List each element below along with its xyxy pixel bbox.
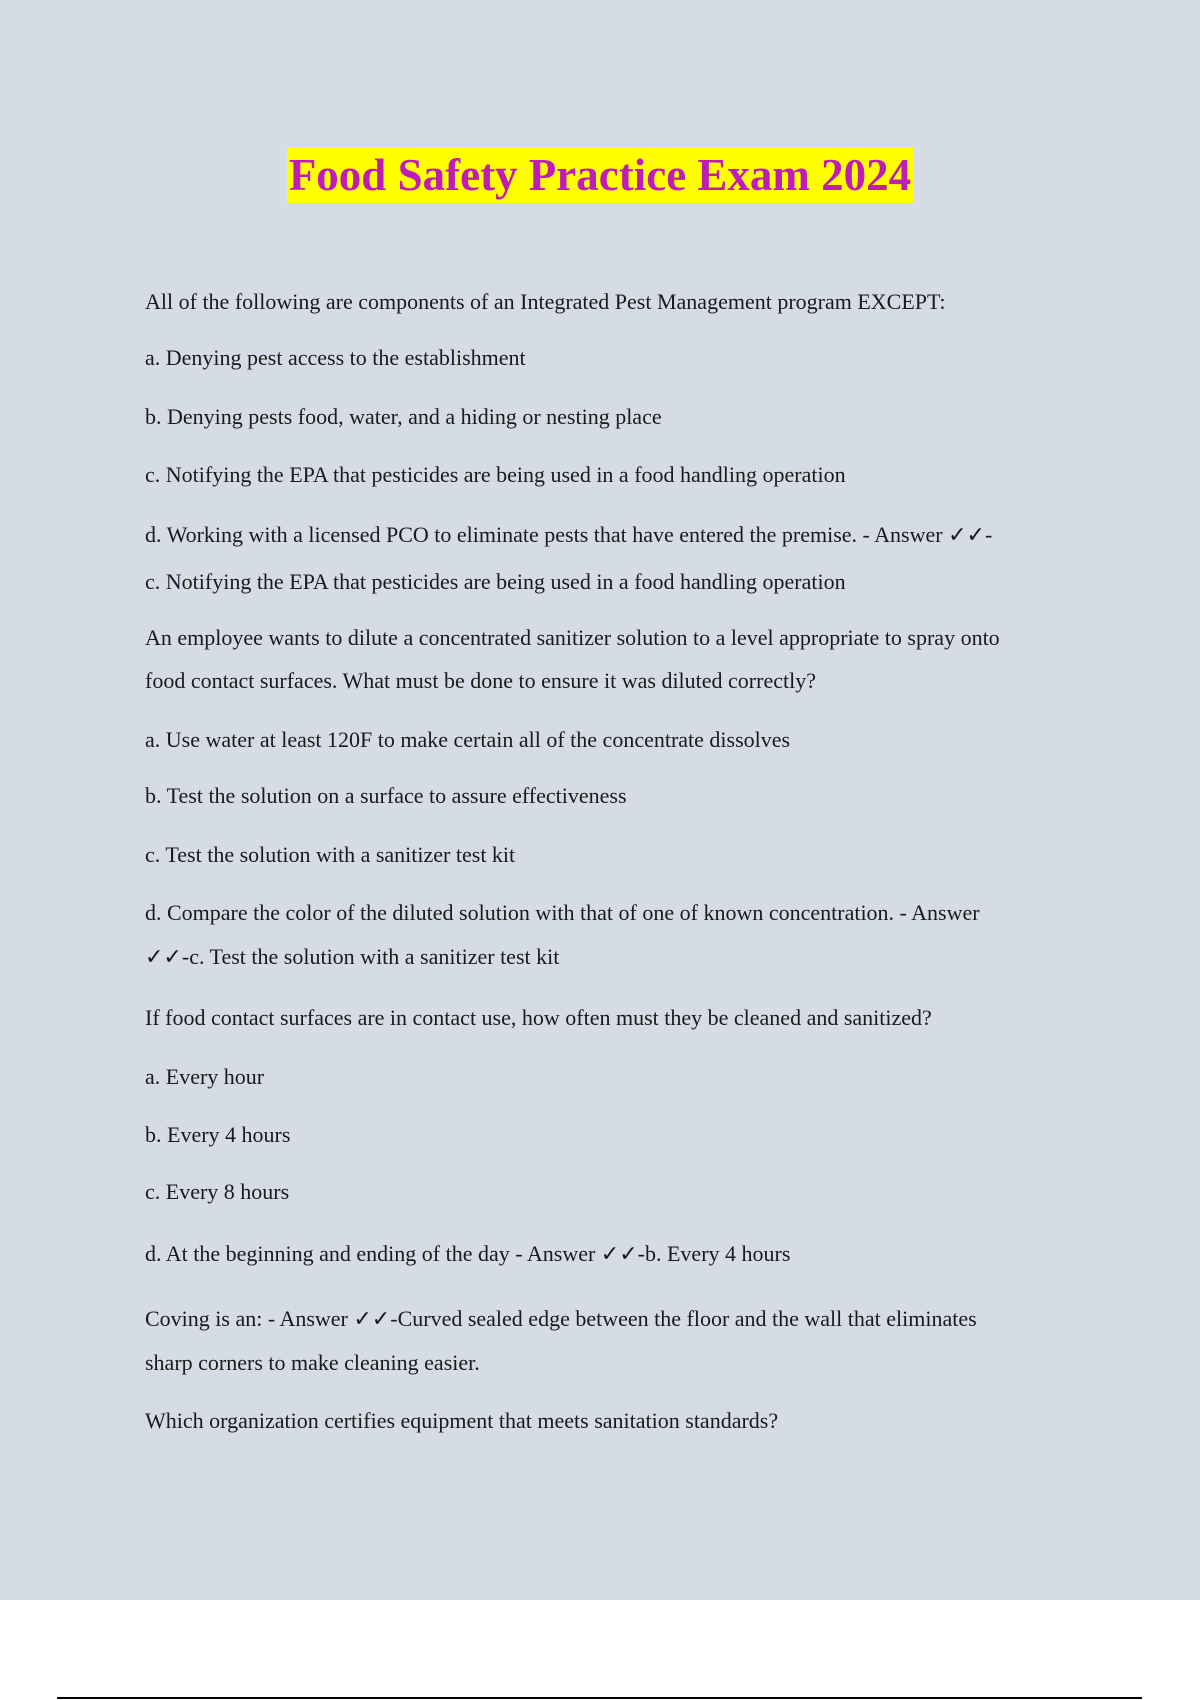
question-3-text: If food contact surfaces are in contact use, how often must they be cleaned and sanitized? <box>145 1005 932 1030</box>
question-1-option-a: a. Denying pest access to the establishment <box>145 345 526 370</box>
question-1-option-b: b. Denying pests food, water, and a hiding or nesting place <box>145 404 662 429</box>
question-2-option-d-answer: d. Compare the color of the diluted solution with that of one of known concentration. - Answer <box>145 900 980 925</box>
question-1-answer-text: c. Notifying the EPA that pesticides are being used in a food handling operation <box>145 569 846 594</box>
question-4-answer-line-1: Coving is an: - Answer ✓✓-Curved sealed edge between the floor and the wall that eliminates <box>145 1306 977 1331</box>
question-3-option-a: a. Every hour <box>145 1064 265 1089</box>
question-1-option-c: c. Notifying the EPA that pesticides are being used in a food handling operation <box>145 462 846 487</box>
question-3-option-c: c. Every 8 hours <box>145 1179 290 1204</box>
question-2-option-b: b. Test the solution on a surface to assure effectiveness <box>145 783 627 808</box>
question-3-option-d-answer: d. At the beginning and ending of the day - Answer ✓✓-b. Every 4 hours <box>145 1241 791 1266</box>
question-2-option-a: a. Use water at least 120F to make certain all of the concentrate dissolves <box>145 727 791 752</box>
question-1-option-d-answer: d. Working with a licensed PCO to eliminate pests that have entered the premise. - Answer ✓✓- <box>145 522 993 547</box>
question-2-option-c: c. Test the solution with a sanitizer test kit <box>145 842 516 867</box>
question-2-text-line-1: An employee wants to dilute a concentrated sanitizer solution to a level appropriate to spray onto <box>145 625 1000 650</box>
question-2-text-line-2: food contact surfaces. What must be done to ensure it was diluted correctly? <box>145 668 816 693</box>
question-2-answer-text: ✓✓-c. Test the solution with a sanitizer test kit <box>145 944 560 969</box>
title-block <box>0 147 1200 203</box>
question-1-text: All of the following are components of an Integrated Pest Management program EXCEPT: <box>145 289 946 314</box>
question-5-text: Which organization certifies equipment that meets sanitation standards? <box>145 1408 779 1433</box>
document-title: Food Safety Practice Exam 2024 <box>287 147 913 203</box>
footer-divider <box>57 1697 1142 1699</box>
question-3-option-b: b. Every 4 hours <box>145 1122 291 1147</box>
question-4-answer-line-2: sharp corners to make cleaning easier. <box>145 1350 480 1375</box>
